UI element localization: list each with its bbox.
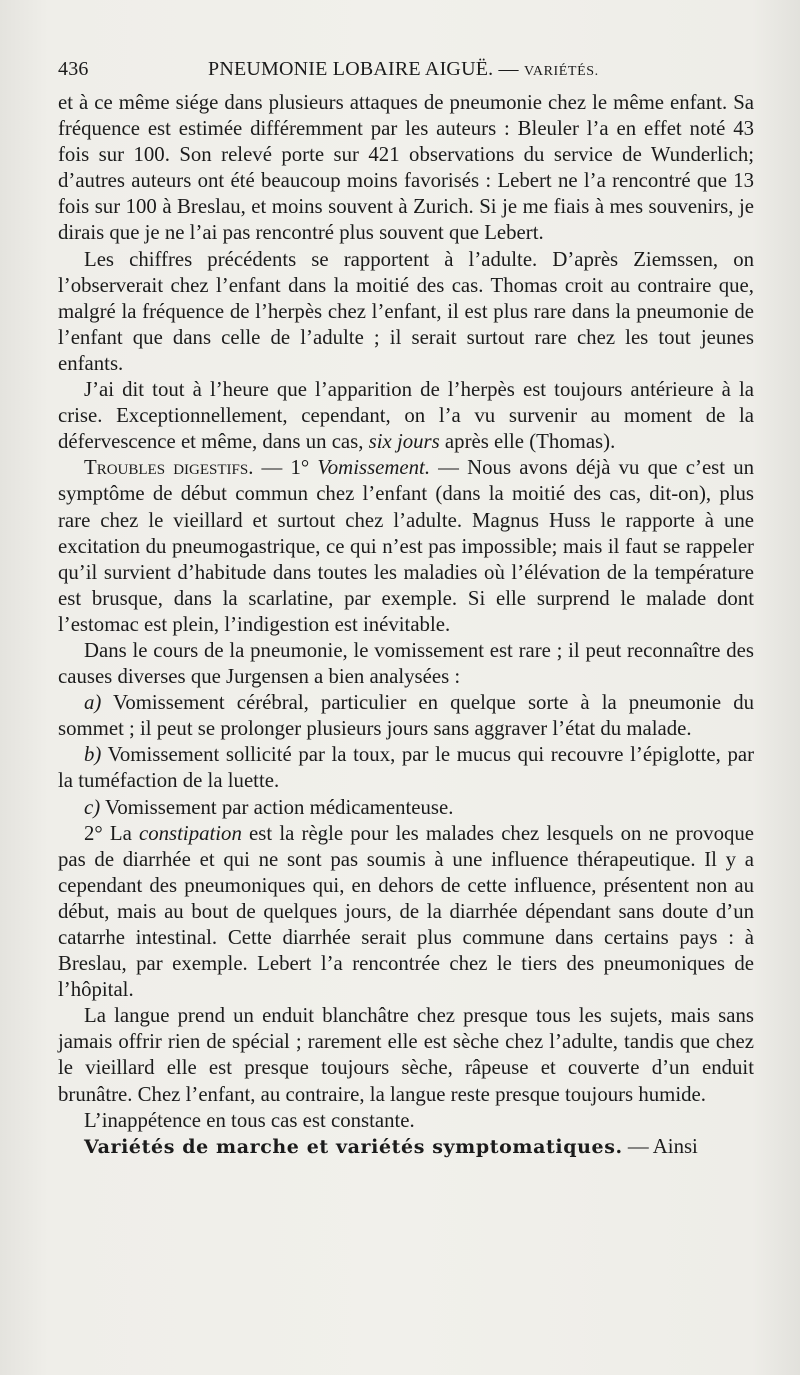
paragraph-text: et à ce même siége dans plusieurs attaques de pneumonie chez le même enfant. Sa fréquence est estimée différemment par les auteurs : Bleuler l’a en effet noté 43 fois sur 100. Son relevé porte sur 421 observations du service de Wunderlich; d’autres auteurs ont été beaucoup moins favorisés : Lebert ne l’a rencontré que 13 fois sur 100 à Breslau, et moins souvent à Zurich. Si je me fiais à mes souvenirs, je dirais que je ne l’ai pas rencontré plus souvent que Lebert. <box>58 91 754 245</box>
body-text <box>58 90 754 1160</box>
italic-text: six jours <box>368 430 440 454</box>
paragraph <box>58 638 754 690</box>
paragraph <box>58 90 754 247</box>
running-title-dash: — <box>498 58 519 80</box>
paragraph-text: — 1° <box>253 456 318 480</box>
paragraph-troubles-digestifs <box>58 455 754 638</box>
italic-text: Vomissement. <box>317 456 431 480</box>
paragraph-varietes <box>58 1134 754 1160</box>
bold-heading: Variétés de marche et variétés symptomatiques. <box>84 1135 623 1158</box>
paragraph <box>58 1108 754 1134</box>
paragraph <box>58 1003 754 1107</box>
list-label: b) <box>84 743 102 767</box>
paragraph-text: La langue prend un enduit blanchâtre chez presque tous les sujets, mais sans jamais offrir rien de spécial ; rarement elle est sèche chez l’adulte, tandis que chez le vieillard elle est presque toujours sèche, râpeuse et couverte d’un enduit brunâtre. Chez l’enfant, au contraire, la langue reste presque toujours humide. <box>58 1004 754 1106</box>
paragraph-text: Dans le cours de la pneumonie, le vomissement est rare ; il peut reconnaître des causes diverses que Jurgensen a bien analysées : <box>58 638 754 689</box>
paragraph-text: après elle (Thomas). <box>439 430 616 454</box>
section-heading: Troubles digestifs. <box>84 456 254 480</box>
paragraph-text: Les chiffres précédents se rapportent à l’adulte. D’après Ziemssen, on l’observerait chez l’enfant dans la moitié des cas. Thomas croit au contraire que, malgré la fréquence de l’herpès chez l’enfant, il est plus rare dans la pneumonie de l’enfant que dans celle de l’adulte ; il serait surtout rare chez les tout jeunes enfants. <box>58 247 754 375</box>
paragraph-text: Vomissement cérébral, particulier en quelque sorte à la pneumonie du sommet ; il peut se prolonger plusieurs jours sans aggraver l’état du malade. <box>58 691 754 741</box>
list-item-a <box>58 690 754 742</box>
running-header <box>58 58 754 90</box>
running-title <box>208 58 754 81</box>
list-item-b <box>58 742 754 794</box>
running-section: VARIÉTÉS. <box>523 64 599 79</box>
paragraph-text: Vomissement par action médicamenteuse. <box>100 795 454 819</box>
paragraph-constipation <box>58 821 754 1004</box>
list-label: a) <box>84 691 102 715</box>
italic-text: constipation <box>139 821 242 845</box>
running-title-text: PNEUMONIE LOBAIRE AIGUË. <box>208 58 494 80</box>
paragraph-text: L’inappétence en tous cas est constante. <box>84 1108 415 1132</box>
paragraph-text: 2° La <box>84 821 140 845</box>
page-number: 436 <box>58 58 89 80</box>
paragraph-text: — Ainsi <box>622 1134 698 1158</box>
paragraph-text: Vomissement sollicité par la toux, par le mucus qui recouvre l’épiglotte, par la tuméfaction de la luette. <box>58 743 754 793</box>
paragraph-text: J’ai dit tout à l’heure que l’apparition de l’herpès est toujours antérieure à la crise. Exceptionnellement, cependant, on l’a vu survenir au moment de la défervescence et même, dans un cas, <box>58 378 754 454</box>
paragraph-text: est la règle pour les malades chez lesquels on ne provoque pas de diarrhée et qui ne sont pas soumis à une influence thérapeutique. Il y a cependant des pneumoniques qui, en dehors de cette influence, présentent non au début, mais au bout de quelques jours, de la diarrhée dépendant sans doute d’un catarrhe intestinal. Cette diarrhée serait plus commune dans certains pays : à Breslau, par exemple. Lebert l’a rencontrée chez le tiers des pneumoniques de l’hôpital. <box>58 821 754 1002</box>
list-label: c) <box>84 795 101 819</box>
paragraph <box>58 247 754 377</box>
paragraph-text: — Nous avons déjà vu que c’est un symptôme de début commun chez l’enfant (dans la moitié des cas, dit-on), plus rare chez le vieillard et surtout chez l’adulte. Magnus Huss le rapporte à une excitation du pneumogastrique, ce qui n’est pas impossible; mais il faut se rappeler qu’il survient d’habitude dans toutes les maladies où l’élévation de la température est brusque, dans la scarlatine, par exemple. Si elle surprend le malade dont l’estomac est plein, l’indigestion est inévitable. <box>58 456 754 636</box>
list-item-c <box>58 795 754 821</box>
paragraph <box>58 377 754 455</box>
